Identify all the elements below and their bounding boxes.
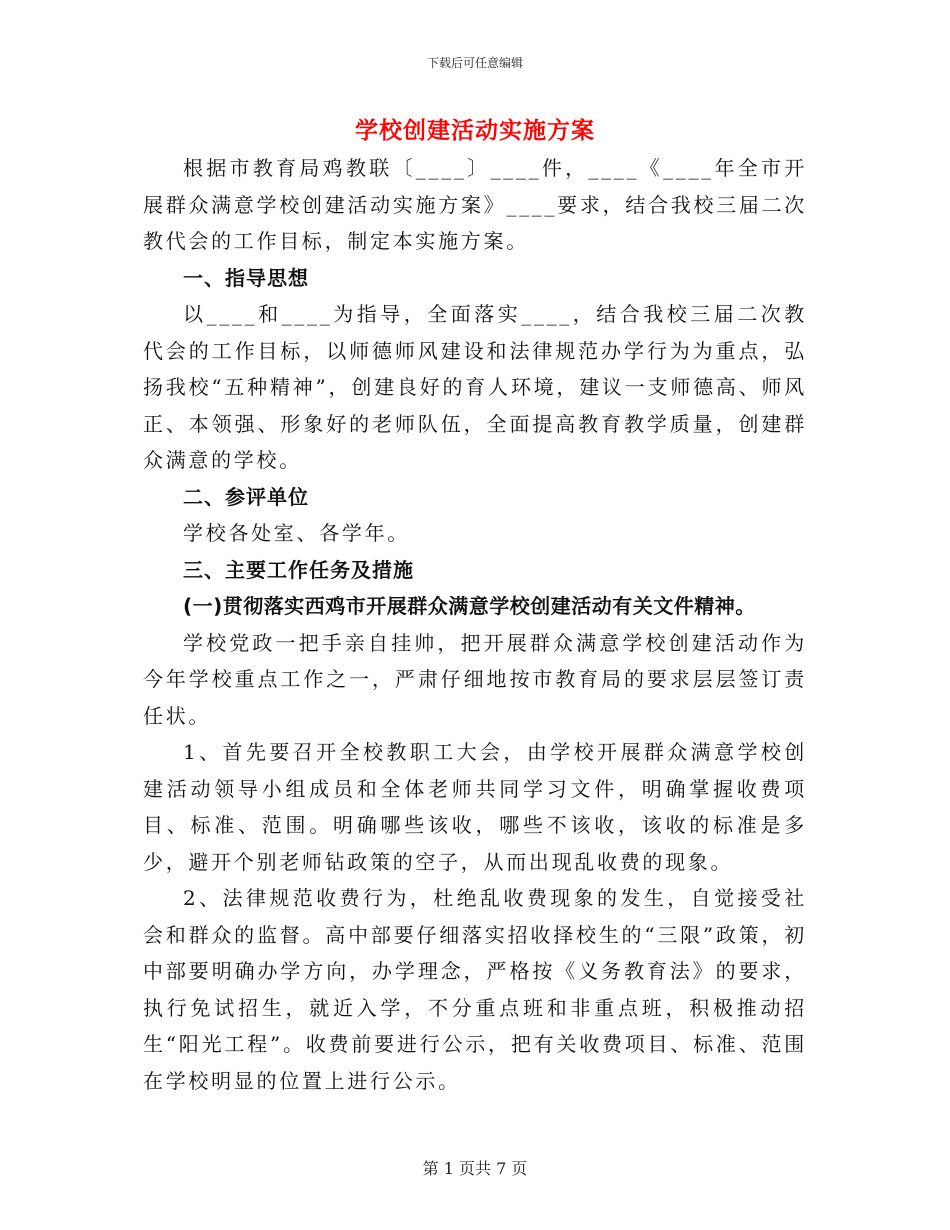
- subsection-heading-implement-documents: (一)贯彻落实西鸡市开展群众满意学校创建活动有关文件精神。: [183, 594, 756, 618]
- header-note: 下载后可任意编辑: [426, 56, 523, 70]
- guiding-ideology-paragraph: 以____和____为指导，全面落实____，结合我校三届二次教代会的工作目标，以师德师风建设和法律规范办学行为为重点，弘扬我校“五种精神”，创建良好的育人环境，建议一支师德高、师风正、本领强、形象好的老师队伍，全面提高教育教学质量，创建群众满意的学校。: [143, 302, 807, 472]
- intro-paragraph: 根据市教育局鸡教联〔____〕____件，____《____年全市开展群众满意学校创建活动实施方案》____要求，结合我校三届二次教代会的工作目标，制定本实施方案。: [143, 156, 807, 253]
- section-heading-participating-units: 二、参评单位: [183, 484, 309, 509]
- document-body: [143, 150, 807, 1099]
- section-heading-main-tasks: 三、主要工作任务及措施: [183, 557, 414, 582]
- document-title: 学校创建活动实施方案: [355, 117, 595, 144]
- section-heading-guiding-ideology: 一、指导思想: [183, 265, 309, 290]
- task-item-2: 2、法律规范收费行为，杜绝乱收费现象的发生，自觉接受社会和群众的监督。高中部要仔细落实招收择校生的“三限”政策，初中部要明确办学方向，办学理念，严格按《义务教育法》的要求，执行免试招生，就近入学，不分重点班和非重点班，积极推动招生“阳光工程”。收费前要进行公示，把有关收费项目、标准、范围在学校明显的位置上进行公示。: [143, 886, 807, 1093]
- task-item-1: 1、首先要召开全校教职工大会，由学校开展群众满意学校创建活动领导小组成员和全体老师共同学习文件，明确掌握收费项目、标准、范围。明确哪些该收，哪些不该收，该收的标准是多少，避开个别老师钻政策的空子，从而出现乱收费的现象。: [143, 740, 807, 874]
- page-number: 第 1 页共 7 页: [422, 1159, 528, 1178]
- implement-documents-paragraph: 学校党政一把手亲自挂帅，把开展群众满意学校创建活动作为今年学校重点工作之一，严肃仔细地按市教育局的要求层层签订责任状。: [143, 630, 807, 728]
- participating-units-paragraph: 学校各处室、各学年。: [183, 521, 410, 545]
